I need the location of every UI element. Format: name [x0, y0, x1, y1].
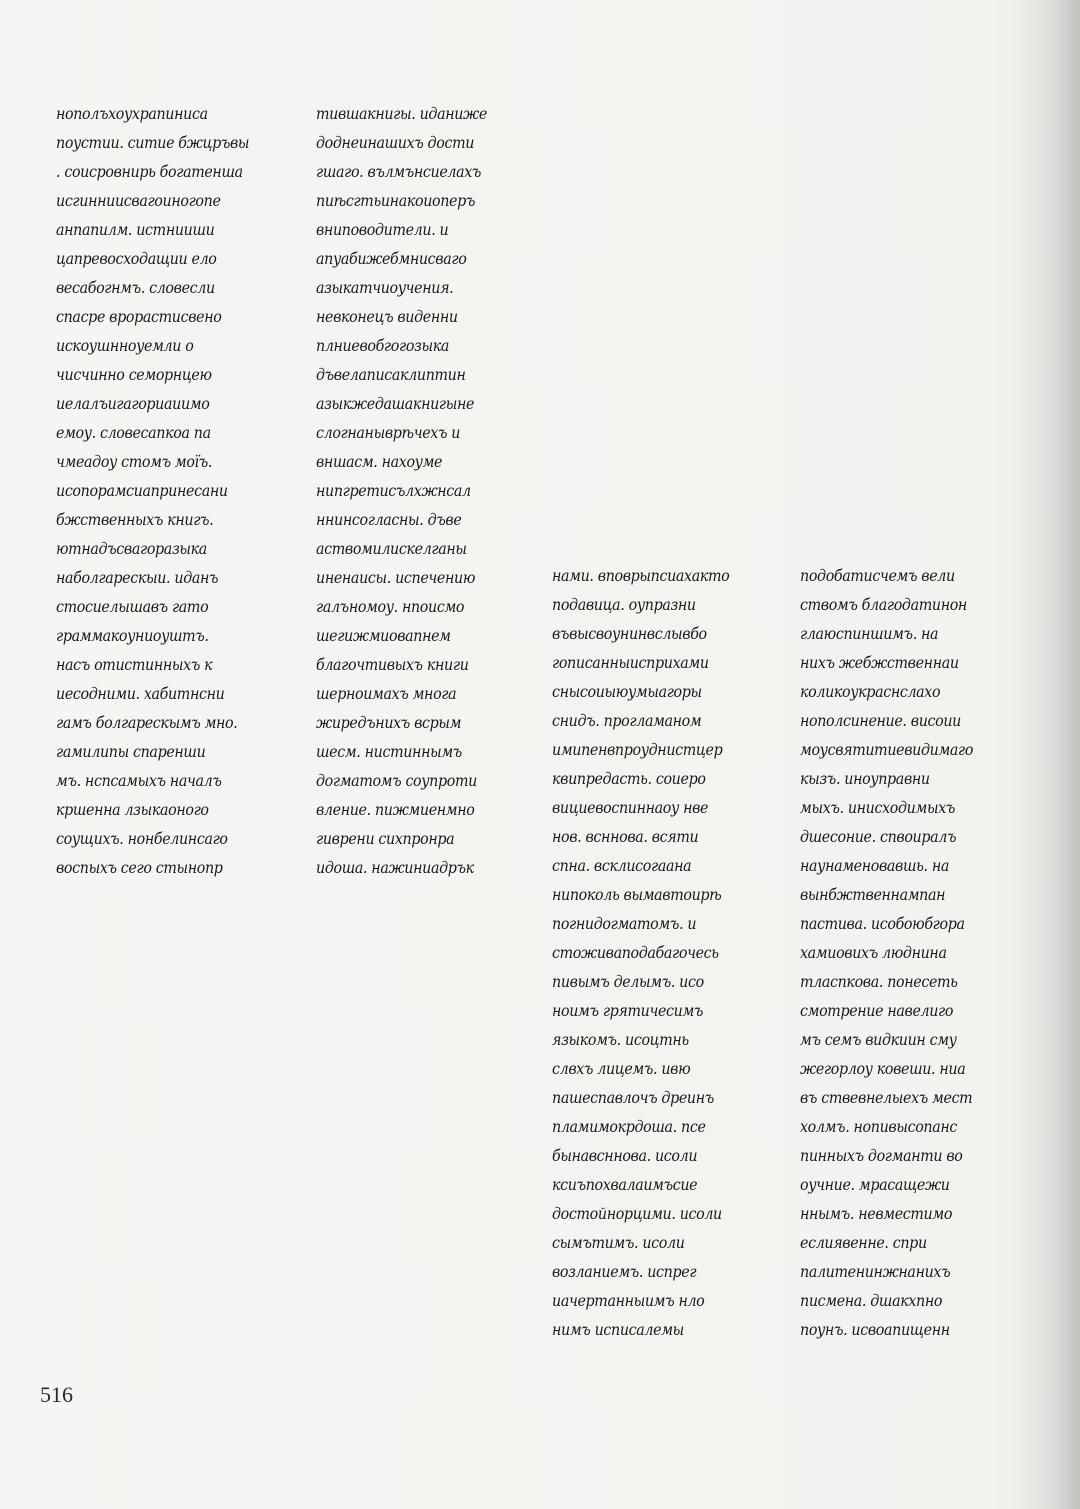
text-line: ноимъ грятичесимъ: [552, 1002, 704, 1020]
text-line: исгинниисвагоиногопе: [56, 192, 221, 210]
text-column-4: [800, 562, 1015, 1345]
text-line: догматомъ соупроти: [316, 772, 477, 790]
text-line: тившакнигы. иданиже: [316, 105, 487, 123]
text-line: тласпкова. понесеть: [800, 973, 958, 991]
text-line: жегорлоу ковеши. ниа: [800, 1060, 966, 1078]
text-line: иачертанныимъ нло: [552, 1292, 705, 1310]
text-line: граммакоуниоуштъ.: [56, 627, 209, 645]
text-line: мыхъ. инисходимыхъ: [800, 799, 956, 817]
text-line: гшаго. вълмънсиелахъ: [316, 163, 482, 181]
text-line: весабогнмъ. словесли: [56, 279, 215, 297]
text-line: коликоукраснслахо: [800, 683, 941, 701]
text-line: благочтивыхъ книги: [316, 656, 469, 674]
text-line: соущихъ. нонбелинсаго: [56, 830, 228, 848]
text-line: спасре врорастисвено: [56, 308, 222, 326]
text-column-3: [552, 562, 767, 1345]
text-line: вниповодители. и: [316, 221, 449, 239]
text-line: подобатисчемъ вели: [800, 567, 955, 585]
text-line: еслиявенне. спри: [800, 1234, 927, 1252]
text-line: цапревосходащии ело: [56, 250, 217, 268]
text-line: достойнорцими. исоли: [552, 1205, 722, 1223]
text-line: спна. всклисогаана: [552, 857, 692, 875]
text-line: исопорамсиапринесани: [56, 482, 228, 500]
text-line: дъвелаписаклиптин: [316, 366, 466, 384]
binding-gutter-shadow: [1020, 0, 1080, 1509]
text-line: нихъ жебжственнаи: [800, 654, 959, 672]
text-line: нополъхоухрапиниса: [56, 105, 208, 123]
text-line: бжственныхъ книгъ.: [56, 511, 214, 529]
text-line: . соисровнирь богатенша: [56, 163, 243, 181]
text-line: холмъ. нопивысопанс: [800, 1118, 958, 1136]
text-line: мъ семъ видкиин сму: [800, 1031, 957, 1049]
text-line: нипгретисълхжнсал: [316, 482, 471, 500]
text-line: пламимокрдоша. псе: [552, 1118, 706, 1136]
text-line: пиѣсгтьинакоиоперъ: [316, 192, 476, 210]
text-line: пинныхъ догманти во: [800, 1147, 963, 1165]
text-line: анпапилм. истнииши: [56, 221, 215, 239]
text-line: гамъ болгарескымъ мно.: [56, 714, 238, 732]
text-line: искоушнноуемли о: [56, 337, 194, 355]
text-line: вншасм. нахоуме: [316, 453, 443, 471]
text-line: воспыхъ сего стынопр: [56, 859, 223, 877]
text-line: смотрение навелиго: [800, 1002, 954, 1020]
text-line: плниевобгогозыка: [316, 337, 449, 355]
text-line: стоживаподабагочесь: [552, 944, 719, 962]
text-line: писмена. дшакхпно: [800, 1292, 943, 1310]
text-line: аствомилискелганы: [316, 540, 467, 558]
text-line: кршенна лзыкаоного: [56, 801, 209, 819]
text-line: поунъ. исвоапищенн: [800, 1321, 950, 1339]
text-line: нами. вповрыпсиахакто: [552, 567, 730, 585]
text-line: шегижмиовапнем: [316, 627, 451, 645]
text-line: пивымъ делымъ. исо: [552, 973, 704, 991]
text-line: слогнаныврѣчехъ и: [316, 424, 461, 442]
text-line: кызъ. иноуправни: [800, 770, 930, 788]
text-line: слвхъ лицемъ. ивю: [552, 1060, 691, 1078]
text-line: снидъ. прогламаном: [552, 712, 702, 730]
text-line: иесодними. хабитнсни: [56, 685, 225, 703]
text-line: ннымъ. невместимо: [800, 1205, 953, 1223]
text-line: гиврени сихпронра: [316, 830, 455, 848]
text-line: нов. всннова. всяти: [552, 828, 699, 846]
text-line: нипоколь вымавтоирѣ: [552, 886, 722, 904]
text-line: жиредънихъ всрым: [316, 714, 462, 732]
text-line: азыкжедашакнигыне: [316, 395, 475, 413]
text-line: сымътимъ. исоли: [552, 1234, 685, 1252]
text-line: азыкатчиоучения.: [316, 279, 454, 297]
text-line: галъномоу. нпоисмо: [316, 598, 465, 616]
text-line: емоу. словесапкоа па: [56, 424, 211, 442]
text-line: подавица. оупразни: [552, 596, 696, 614]
text-line: ствомъ благодатинон: [800, 596, 967, 614]
text-line: иелалъигагориаиимо: [56, 395, 210, 413]
text-line: ннинсогласны. дъве: [316, 511, 462, 529]
text-line: снысоиыюумыагоры: [552, 683, 702, 701]
text-line: мъ. нспсамыхъ началъ: [56, 772, 222, 790]
text-line: насъ отистинныхъ к: [56, 656, 213, 674]
text-line: шесм. нистиннымъ: [316, 743, 462, 761]
text-line: въ ствевнелыехъ мест: [800, 1089, 973, 1107]
text-line: пастива. исобоюбгора: [800, 915, 965, 933]
text-column-2: [316, 100, 531, 883]
text-line: наунаменовавшь. на: [800, 857, 950, 875]
text-column-1: [56, 100, 271, 883]
text-line: гамилипы спаренши: [56, 743, 206, 761]
text-line: оучние. мрасащежи: [800, 1176, 950, 1194]
text-line: квипредасть. соиеро: [552, 770, 706, 788]
text-line: вление. пижмиенмно: [316, 801, 475, 819]
text-line: наболгарескыи. иданъ: [56, 569, 219, 587]
text-line: языкомъ. исоцтнь: [552, 1031, 689, 1049]
text-line: поустии. ситие бжцръвы: [56, 134, 250, 152]
text-line: возланиемъ. испрег: [552, 1263, 697, 1281]
text-line: бынавсннова. исоли: [552, 1147, 698, 1165]
text-line: гописанныисприхами: [552, 654, 709, 672]
text-line: имипенвпроуднистцер: [552, 741, 723, 759]
text-line: дшесоние. спвоиралъ: [800, 828, 957, 846]
text-line: ксиъпохвалаимъсие: [552, 1176, 698, 1194]
text-line: вициевоспиннаоу нве: [552, 799, 709, 817]
text-line: моусвятитиевидимаго: [800, 741, 974, 759]
text-line: въвысвоунинвслывбо: [552, 625, 707, 643]
text-line: апуабижебмнисваго: [316, 250, 467, 268]
text-line: шерноимахъ многа: [316, 685, 457, 703]
page-number: 516: [40, 1382, 73, 1407]
text-line: глаюспиншимъ. на: [800, 625, 939, 643]
text-line: вынбжтвеннампан: [800, 886, 946, 904]
text-line: палитенинжнанихъ: [800, 1263, 951, 1281]
text-line: чисчинно семорнцею: [56, 366, 212, 384]
text-line: иненаисы. испечению: [316, 569, 476, 587]
text-line: пашеспавлочъ дреинъ: [552, 1089, 714, 1107]
text-line: нимъ исписалемы: [552, 1321, 684, 1339]
text-line: стосиелышавъ гато: [56, 598, 209, 616]
text-line: доднеинашихъ дости: [316, 134, 475, 152]
text-line: чмеадоу стомъ моїъ.: [56, 453, 213, 471]
text-line: погнидогматомъ. и: [552, 915, 697, 933]
text-line: невконецъ виденни: [316, 308, 458, 326]
text-line: идоша. нажиниадрък: [316, 859, 474, 877]
text-line: хамиовихъ люднина: [800, 944, 947, 962]
text-line: нополсинение. висоии: [800, 712, 961, 730]
text-line: ютнадъсвагоразыка: [56, 540, 207, 558]
